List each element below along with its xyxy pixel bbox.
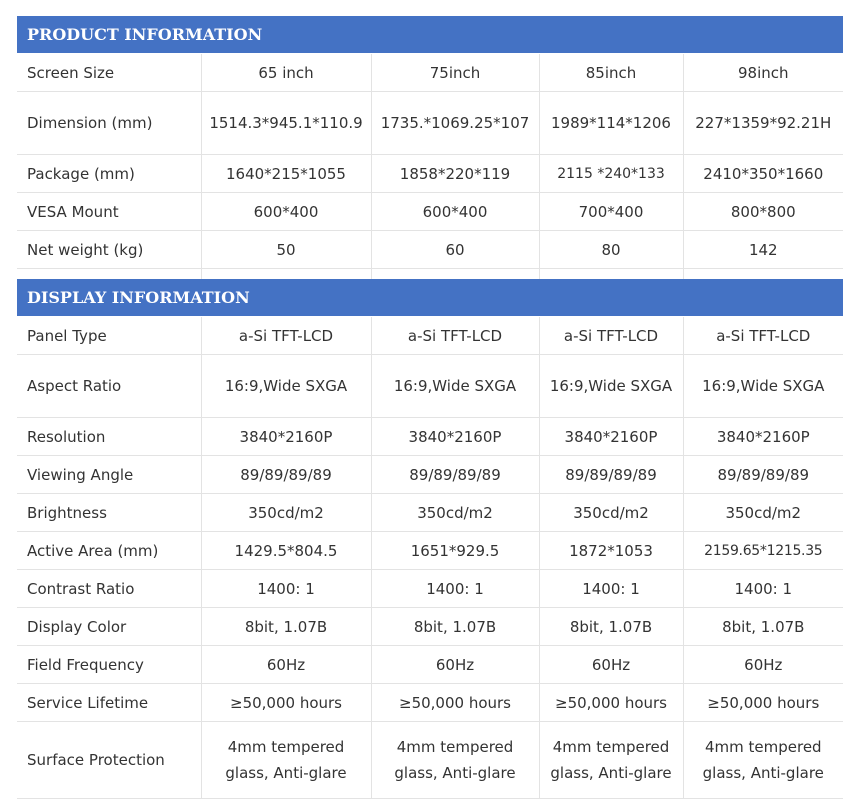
table-cell: 89/89/89/89 — [539, 456, 683, 494]
table-cell: ≥50,000 hours — [539, 684, 683, 722]
table-cell: 800*800 — [683, 193, 843, 231]
table-cell: 1400: 1 — [683, 570, 843, 608]
table-cell: 1858*220*119 — [371, 155, 539, 193]
table-cell: ≥50,000 hours — [371, 684, 539, 722]
spacer-cell — [17, 269, 201, 280]
row-label: Aspect Ratio — [17, 355, 201, 418]
table-cell: 60Hz — [201, 646, 371, 684]
section-title: DISPLAY INFORMATION — [17, 279, 843, 317]
table-cell: 4mm tempered glass, Anti-glare — [371, 722, 539, 799]
spacer-cell — [683, 269, 843, 280]
section-spacer — [17, 269, 843, 280]
table-cell: 1400: 1 — [201, 570, 371, 608]
table-cell: 8bit, 1.07B — [539, 608, 683, 646]
table-cell: 227*1359*92.21H — [683, 92, 843, 155]
spec-table — [17, 16, 843, 799]
table-cell: 8bit, 1.07B — [683, 608, 843, 646]
table-cell: 89/89/89/89 — [371, 456, 539, 494]
table-cell: a-Si TFT-LCD — [539, 317, 683, 355]
table-cell: 3840*2160P — [201, 418, 371, 456]
table-cell: 4mm tempered glass, Anti-glare — [683, 722, 843, 799]
table-cell: 2410*350*1660 — [683, 155, 843, 193]
table-cell: 1735.*1069.25*107 — [371, 92, 539, 155]
table-cell: 1429.5*804.5 — [201, 532, 371, 570]
table-cell: 60Hz — [683, 646, 843, 684]
display-information-header — [17, 279, 843, 317]
table-cell: 700*400 — [539, 193, 683, 231]
table-cell: 98inch — [683, 54, 843, 92]
table-row — [17, 317, 843, 355]
table-cell: 142 — [683, 231, 843, 269]
table-row — [17, 570, 843, 608]
row-label: VESA Mount — [17, 193, 201, 231]
row-label: Panel Type — [17, 317, 201, 355]
table-cell: 8bit, 1.07B — [201, 608, 371, 646]
row-label: Display Color — [17, 608, 201, 646]
table-row — [17, 355, 843, 418]
spacer-cell — [539, 269, 683, 280]
row-label: Package (mm) — [17, 155, 201, 193]
row-label: Brightness — [17, 494, 201, 532]
table-row — [17, 155, 843, 193]
table-row — [17, 646, 843, 684]
table-cell: 3840*2160P — [371, 418, 539, 456]
table-cell: 89/89/89/89 — [683, 456, 843, 494]
table-cell: 350cd/m2 — [201, 494, 371, 532]
table-cell: 60 — [371, 231, 539, 269]
table-cell: a-Si TFT-LCD — [201, 317, 371, 355]
table-cell: ≥50,000 hours — [201, 684, 371, 722]
row-label: Dimension (mm) — [17, 92, 201, 155]
table-cell: 350cd/m2 — [539, 494, 683, 532]
section-title: PRODUCT INFORMATION — [17, 16, 843, 54]
table-row — [17, 722, 843, 799]
table-cell: 2115 *240*133 — [539, 155, 683, 193]
table-cell: 3840*2160P — [683, 418, 843, 456]
table-row — [17, 608, 843, 646]
table-cell: 1640*215*1055 — [201, 155, 371, 193]
table-cell: 1872*1053 — [539, 532, 683, 570]
table-cell: 1651*929.5 — [371, 532, 539, 570]
row-label: Resolution — [17, 418, 201, 456]
table-cell: 89/89/89/89 — [201, 456, 371, 494]
table-cell: 1400: 1 — [539, 570, 683, 608]
table-cell: 600*400 — [201, 193, 371, 231]
table-cell: a-Si TFT-LCD — [683, 317, 843, 355]
table-cell: 4mm tempered glass, Anti-glare — [539, 722, 683, 799]
table-row — [17, 494, 843, 532]
table-cell: 16:9,Wide SXGA — [683, 355, 843, 418]
table-cell: 350cd/m2 — [683, 494, 843, 532]
spacer-cell — [201, 269, 371, 280]
table-cell: 8bit, 1.07B — [371, 608, 539, 646]
table-row — [17, 92, 843, 155]
table-cell: 50 — [201, 231, 371, 269]
row-label: Active Area (mm) — [17, 532, 201, 570]
table-cell: 60Hz — [371, 646, 539, 684]
table-row — [17, 231, 843, 269]
table-cell: 3840*2160P — [539, 418, 683, 456]
table-cell: 16:9,Wide SXGA — [539, 355, 683, 418]
table-row — [17, 684, 843, 722]
table-cell: 80 — [539, 231, 683, 269]
table-cell: 4mm tempered glass, Anti-glare — [201, 722, 371, 799]
table-cell: 1989*114*1206 — [539, 92, 683, 155]
row-label: Screen Size — [17, 54, 201, 92]
table-cell: 65 inch — [201, 54, 371, 92]
table-cell: 16:9,Wide SXGA — [371, 355, 539, 418]
table-cell: 1514.3*945.1*110.9 — [201, 92, 371, 155]
table-cell: 16:9,Wide SXGA — [201, 355, 371, 418]
table-row — [17, 418, 843, 456]
row-label: Viewing Angle — [17, 456, 201, 494]
table-row — [17, 54, 843, 92]
table-cell: a-Si TFT-LCD — [371, 317, 539, 355]
row-label: Service Lifetime — [17, 684, 201, 722]
row-label: Field Frequency — [17, 646, 201, 684]
table-row — [17, 193, 843, 231]
table-row — [17, 456, 843, 494]
spec-sheet — [17, 16, 843, 799]
table-cell: 60Hz — [539, 646, 683, 684]
table-cell: 2159.65*1215.35 — [683, 532, 843, 570]
row-label: Net weight (kg) — [17, 231, 201, 269]
product-information-header — [17, 16, 843, 54]
spacer-cell — [371, 269, 539, 280]
table-cell: 350cd/m2 — [371, 494, 539, 532]
row-label: Contrast Ratio — [17, 570, 201, 608]
row-label: Surface Protection — [17, 722, 201, 799]
table-row — [17, 532, 843, 570]
table-cell: 75inch — [371, 54, 539, 92]
table-cell: 600*400 — [371, 193, 539, 231]
table-cell: 85inch — [539, 54, 683, 92]
table-cell: ≥50,000 hours — [683, 684, 843, 722]
table-cell: 1400: 1 — [371, 570, 539, 608]
